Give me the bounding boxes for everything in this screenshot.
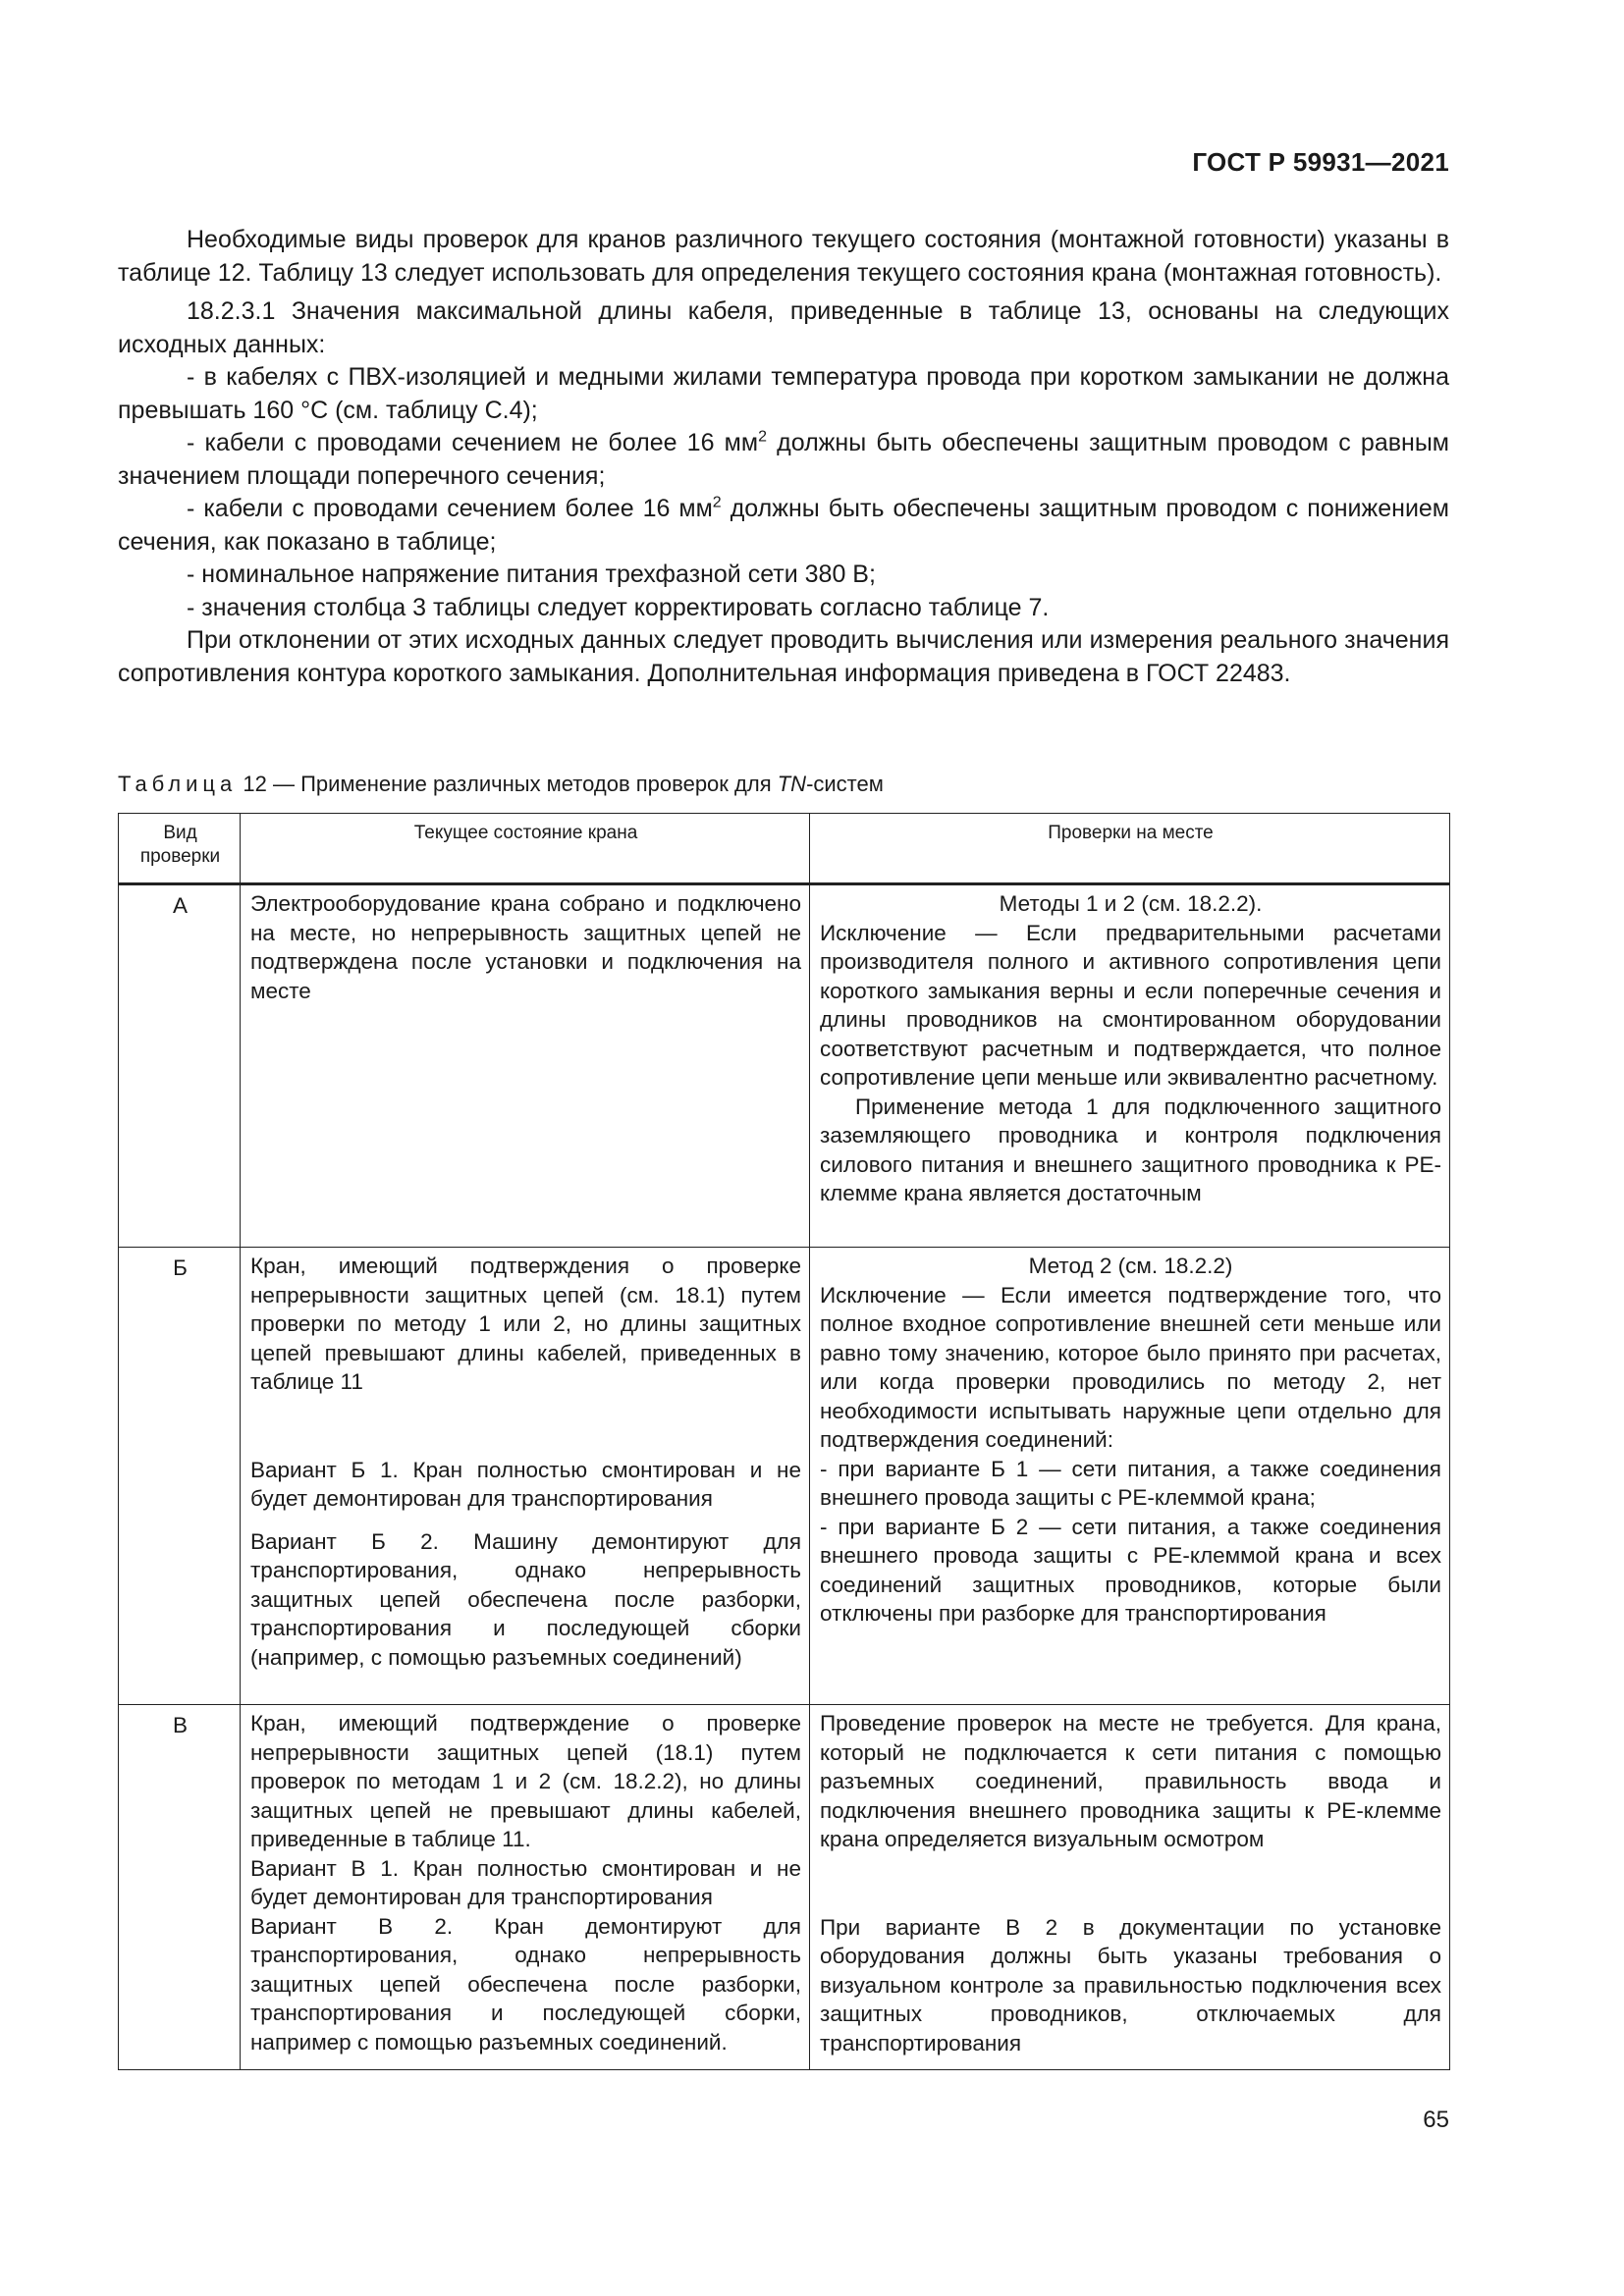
document-id: ГОСТ Р 59931—2021 bbox=[1192, 147, 1449, 177]
row-state bbox=[241, 1248, 810, 1705]
row-kind: А bbox=[119, 884, 241, 1248]
row-state bbox=[241, 884, 810, 1248]
page-number: 65 bbox=[1423, 2107, 1449, 2133]
table-row bbox=[119, 1248, 1450, 1705]
table-row bbox=[119, 884, 1450, 1248]
paragraph: 18.2.3.1 Значения максимальной длины кабеля, приведенные в таблице 13, основаны на следующих исходных данных: bbox=[118, 297, 1449, 358]
row-kind: В bbox=[119, 1705, 241, 2070]
row-checks bbox=[810, 1705, 1450, 2070]
table-caption-italic: TN bbox=[777, 772, 807, 796]
state-variant-1: Вариант Б 1. Кран полностью смонтирован и не будет демонтирован для транспортирования bbox=[250, 1457, 801, 1511]
table-caption-word: Таблица bbox=[118, 772, 238, 796]
paragraph: Необходимые виды проверок для кранов различного текущего состояния (монтажной готовности) указаны в таблице 12. Таблицу 13 следует использовать для определения текущего состояния крана (монтажная готовность). bbox=[118, 226, 1449, 287]
check-title: Метод 2 (см. 18.2.2) bbox=[1028, 1254, 1233, 1278]
row-state bbox=[241, 1705, 810, 2070]
list-item: - в кабелях с ПВХ-изоляцией и медными жилами температура провода при коротком замыкании не должна превышать 160 °C (см. таблицу С.4); bbox=[118, 363, 1449, 424]
body-text bbox=[118, 224, 1449, 690]
superscript: 2 bbox=[712, 494, 722, 511]
table-caption-tail: -систем bbox=[806, 772, 884, 796]
table-caption bbox=[118, 770, 1449, 799]
state-text: Электрооборудование крана собрано и подключено на месте, но непрерывность защитных цепей не подтверждена после установки и подключения на месте bbox=[250, 891, 801, 1003]
check-exception: Исключение — Если предварительными расчетами производителя полного и активного сопротивления цепи короткого замыкания верны и если поперечные сечения и длины проводников на смонтированном оборудовании соответствуют расчетным и подтверждается, что полное сопротивление цепи меньше или эквивалентно расчетному. bbox=[820, 920, 1441, 1090]
table-row bbox=[119, 1705, 1450, 2070]
check-note: Применение метода 1 для подключенного защитного заземляющего проводника и контроля подключения силового питания и внешнего защитного проводника к PE-клемме крана является достаточным bbox=[820, 1094, 1441, 1205]
row-checks bbox=[810, 884, 1450, 1248]
state-text: Кран, имеющий подтверждение о проверке непрерывности защитных цепей (18.1) путем проверок по методам 1 и 2 (см. 18.2.2), но длины защитных цепей не превышают длины кабелей, приведенные в таблице 11. bbox=[250, 1711, 801, 1851]
state-variant-2: Вариант Б 2. Машину демонтируют для транспортирования, однако непрерывность защитных цепей обеспечена после разборки, транспортирования и последующей сборки (например, с помощью разъемных соединений) bbox=[250, 1528, 801, 1670]
list-item: - номинальное напряжение питания трехфазной сети 380 В; bbox=[187, 561, 876, 588]
check-variant-2: - при варианте Б 2 — сети питания, а также соединения внешнего провода защиты с PE-клеммой крана и всех соединений защитных проводников, которые были отключены при разборке для транспортирования bbox=[820, 1514, 1441, 1626]
list-item-text: должны быть обеспечены защитным проводом с равным значением площади поперечного сечения; bbox=[118, 429, 1449, 490]
list-item: - значения столбца 3 таблицы следует корректировать согласно таблице 7. bbox=[187, 593, 1050, 621]
header-kind: Вид проверки bbox=[119, 814, 241, 884]
table-caption-text: 12 — Применение различных методов проверок для bbox=[243, 772, 778, 796]
check-variant-1: - при варианте Б 1 — сети питания, а также соединения внешнего провода защиты с PE-клеммой крана; bbox=[820, 1456, 1441, 1510]
check-variant-2: При варианте В 2 в документации по установке оборудования должны быть указаны требования о визуальном контроле за правильностью подключения всех защитных проводников, отключаемых для транспортирования bbox=[820, 1914, 1441, 2056]
state-variant-1: Вариант В 1. Кран полностью смонтирован и не будет демонтирован для транспортирования bbox=[250, 1855, 801, 1909]
checks-table bbox=[118, 813, 1450, 2070]
superscript: 2 bbox=[758, 428, 767, 446]
list-item bbox=[118, 427, 1449, 493]
row-checks bbox=[810, 1248, 1450, 1705]
check-text: Проведение проверок на месте не требуется. Для крана, который не подключается к сети питания с помощью разъемных соединений, правильность ввода и подключения внешнего проводника защиты к PE-клемме крана определяется визуальным осмотром bbox=[820, 1711, 1441, 1851]
table-header-row bbox=[119, 814, 1450, 884]
check-exception: Исключение — Если имеется подтверждение того, что полное входное сопротивление внешней сети меньше или равно тому значению, которое было принято при расчетах, или когда проверки проводились по методу 2, нет необходимости испытывать наружные цепи отдельно для подтверждения соединений: bbox=[820, 1282, 1441, 1452]
paragraph: При отклонении от этих исходных данных следует проводить вычисления или измерения реального значения сопротивления контура короткого замыкания. Дополнительная информация приведена в ГОСТ 22483. bbox=[118, 626, 1449, 687]
list-item-text: - кабели с проводами сечением не более 16 мм bbox=[187, 429, 759, 456]
header-checks: Проверки на месте bbox=[810, 814, 1450, 884]
list-item bbox=[118, 493, 1449, 559]
state-text: Кран, имеющий подтверждения о проверке непрерывности защитных цепей (см. 18.1) путем проверки по методу 1 или 2, но длины защитных цепей превышают длины кабелей, приведенных в таблице 11 bbox=[250, 1254, 801, 1394]
row-kind: Б bbox=[119, 1248, 241, 1705]
check-title: Методы 1 и 2 (см. 18.2.2). bbox=[999, 891, 1263, 916]
header-state: Текущее состояние крана bbox=[241, 814, 810, 884]
list-item-text: должны быть обеспечены защитным проводом с понижением сечения, как показано в таблице; bbox=[118, 495, 1449, 556]
list-item-text: - кабели с проводами сечением более 16 мм bbox=[187, 495, 713, 522]
state-variant-2: Вариант В 2. Кран демонтируют для транспортирования, однако непрерывность защитных цепей обеспечена после разборки, транспортирования и последующей сборки, например с помощью разъемных соединений. bbox=[250, 1913, 801, 2055]
